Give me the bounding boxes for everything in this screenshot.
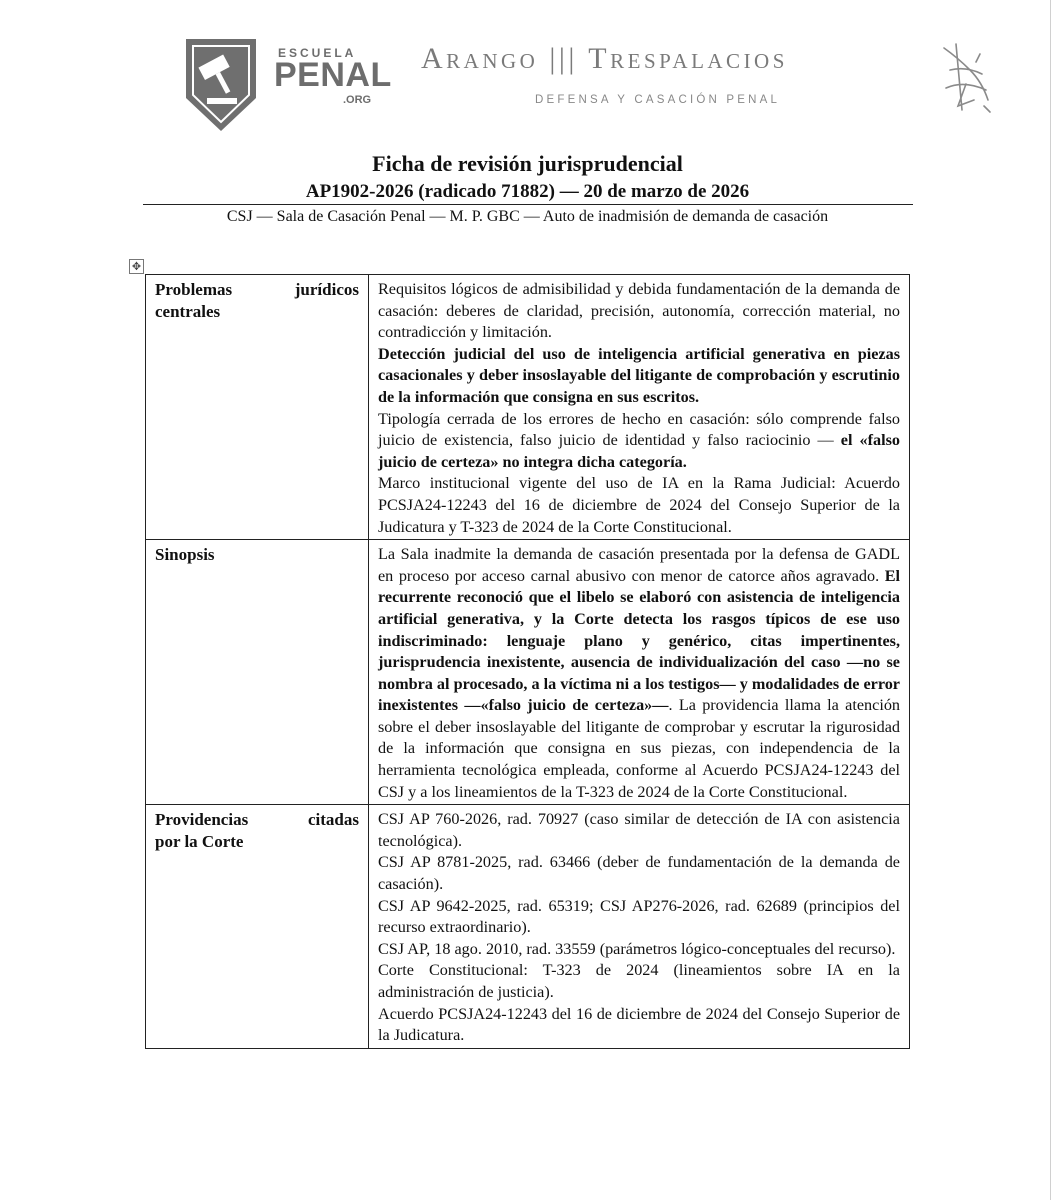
citation-item: CSJ AP, 18 ago. 2010, rad. 33559 (parámetros lógico-conceptuales del recurso). [378,939,896,958]
problem-paragraph: Requisitos lógicos de admisibilidad y debida fundamentación de la demanda de casación: deberes de claridad, precisión, autonomía, corrección material, no contradicción y limitación. [378,280,900,342]
row-label-word: jurídicos [294,280,359,299]
table-row-sinopsis [146,540,910,805]
problem-paragraph: Marco institucional vigente del uso de IA en la Rama Judicial: Acuerdo PCSJA24-12243 del 16 de diciembre de 2024 del Consejo Superior de la Judicatura y T-323 de 2024 de la Corte Constitucional. [378,474,900,536]
row-label-word: centrales [155,301,221,321]
document-caption: CSJ — Sala de Casación Penal — M. P. GBC — Auto de inadmisión de demanda de casación [226,208,829,225]
row-label-word: citadas [308,810,359,830]
problem-paragraph [378,409,900,474]
row-label-word: Providencias [155,810,249,830]
sinopsis-text: . La providencia llama la atención sobre el deber insoslayable del litigante de comprobar y escrutar la rigurosidad de la información que consigna en sus piezas, con independencia de la herramienta tecnológica empleada, conforme al Acuerdo PCSJA24-12243 del CSJ y a los lineamientos de la T-323 de 2024 de la Corte Constitucional. [378,696,901,801]
row-label-word: Problemas [155,280,233,299]
handwritten-signature [936,40,996,116]
citation-item: CSJ AP 760-2026, rad. 70927 (caso similar de detección de IA con asistencia tecnológica). [378,810,900,850]
problem-text: Tipología cerrada de los errores de hecho en casación: sólo comprende falso juicio de existencia, falso juicio de identidad y falso raciocinio — [378,409,900,450]
citation-item: Acuerdo PCSJA24-12243 del 16 de diciembre de 2024 del Consejo Superior de la Judicatura. [378,1004,900,1045]
sinopsis-text: La Sala inadmite la demanda de casación presentada por la defensa de GADL en proceso por acceso carnal abusivo con menor de catorce años agravado. [378,545,900,585]
sinopsis-paragraph [378,544,900,803]
table-row-problemas [146,275,910,540]
table-row-providencias [146,805,910,1049]
problem-paragraph-bold: Detección judicial del uso de inteligencia artificial generativa en piezas casacionales y deber insoslayable del litigante de comprobación y escrutinio de la información que consigna en sus escritos. [378,344,900,406]
title-divider [143,204,913,205]
review-table [145,274,910,1049]
citation-item: Corte Constitucional: T-323 de 2024 (lineamientos sobre IA en la administración de justicia). [378,961,900,1001]
logo-org-text: .ORG [343,94,372,106]
table-move-handle-icon[interactable]: ✥ [129,259,144,274]
problem-text-bold: el «falso juicio de certeza» no integra dicha categoría. [378,431,900,471]
row-content-sinopsis [369,540,910,805]
row-content-problemas [369,275,910,540]
firm-name: Arango ||| Trespalacios [421,42,788,75]
row-content-providencias [369,805,910,1049]
row-label-problemas [146,275,369,540]
citation-item: CSJ AP 9642-2025, rad. 65319; CSJ AP276-2026, rad. 62689 (principios del recurso extraordinario). [378,896,900,937]
row-label-sinopsis: Sinopsis [146,540,369,805]
logo-escuela-text: ESCUELA [278,46,357,60]
citation-item: CSJ AP 8781-2025, rad. 63466 (deber de fundamentación de la demanda de casación). [378,853,900,894]
firm-tagline: DEFENSA Y CASACIÓN PENAL [535,94,781,106]
document-title: Ficha de revisión jurisprudencial [372,151,683,176]
sinopsis-text-bold: El recurrente reconoció que el libelo se elaboró con asistencia de inteligencia artificial generativa, y la Corte detecta los rasgos típicos de ese uso indiscriminado: lenguaje plano y genérico, citas impertinentes, jurisprudencia inexistente, ausencia de individualización del caso —no se nombra al procesado, a la víctima ni a los testigos— y modalidades de error inexistentes —«falso juicio de certeza»— [378,566,900,715]
document-subtitle: AP1902-2026 (radicado 71882) — 20 de marzo de 2026 [305,181,750,202]
row-label-providencias [146,805,369,1049]
row-label-word: por la Corte [155,831,244,851]
logo-penal-text: PENAL [274,56,392,94]
escuela-penal-shield-logo [183,36,259,134]
